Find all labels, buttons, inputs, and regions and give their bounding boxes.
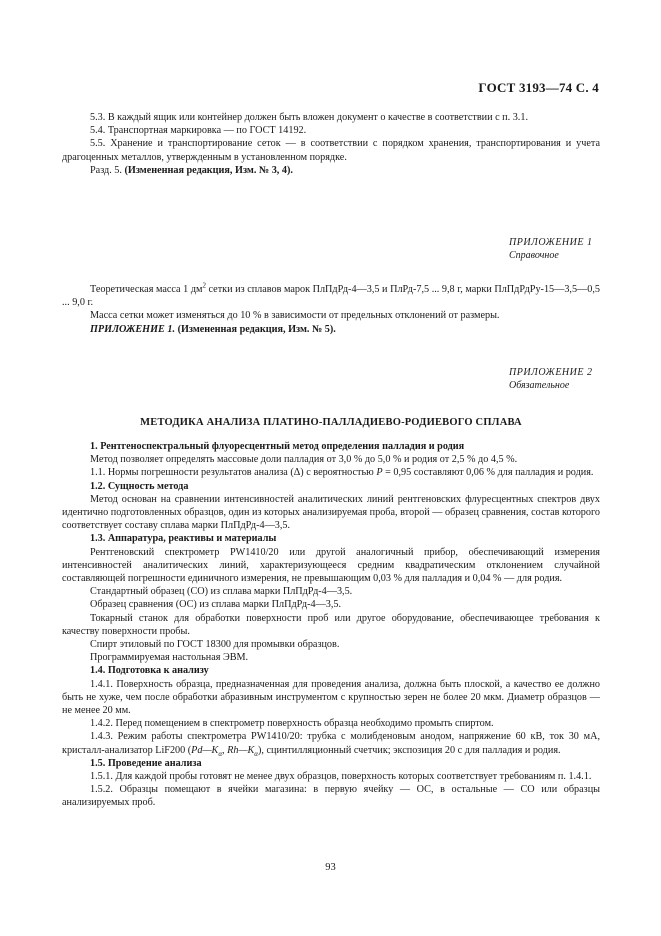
appendix-2-label: ПРИЛОЖЕНИЕ 2: [509, 367, 593, 378]
para-5-4: 5.4. Транспортная маркировка — по ГОСТ 14192.: [90, 125, 307, 137]
para-1-3-standard: Стандартный образец (СО) из сплава марки ПлПдРд-4—3,5.: [90, 586, 353, 598]
page-header: ГОСТ 3193—74 С. 4: [478, 80, 599, 95]
para-1-3-alcohol: Спирт этиловый по ГОСТ 18300 для промывки образцов.: [90, 639, 340, 651]
section-1-2-heading: 1.2. Сущность метода: [90, 480, 189, 492]
para-1-4-1: 1.4.1. Поверхность образца, предназначенная для проведения анализа, должна быть плоской, а качество ее должно быть не хуже, чем после обработки абразивным инструментом с крупностью зерен не более 20 мкм. Диаметр образцов — не менее 20 мм.: [62, 678, 600, 717]
para-1-3-computer: Программируемая настольная ЭВМ.: [90, 652, 249, 664]
para-1-3-spectrometer: Рентгеновский спектрометр PW1410/20 или другой аналогичный прибор, обеспечивающий измерения интенсивностей аналитических линий, характеризующееся средним квадратическим отклонением случайной составляющей погрешности единичного измерения, не превышающим 0,03 % для палладия и 0,04 % — для родия.: [62, 546, 600, 585]
para-1-4-3: 1.4.3. Режим работы спектрометра PW1410/20: трубка с молибденовым анодом, напряжение 60 кВ, ток 30 мА, кристалл-анализатор LiF200 ($Pd—K_\alpha$, $Rh—K_\alpha$), сцинтилляционный счетчик; экспозиция 20 с для палладия и родия.: [62, 731, 600, 758]
appendix-2-heading: [509, 367, 599, 392]
method-title: МЕТОДИКА АНАЛИЗА ПЛАТИНО-ПАЛЛАДИЕВО-РОДИЕВОГО СПЛАВА: [140, 417, 522, 428]
para-1-1: 1.1. Нормы погрешности результатов анализа (Δ) с вероятностью P = 0,95 составляют 0,06 % для палладия и родия.: [90, 467, 594, 479]
section-1-heading: 1. Рентгеноспектральный флуоресцентный метод определения палладия и родия: [90, 441, 465, 452]
para-5-5: 5.5. Хранение и транспортирование сеток — в соответствии с порядком хранения, транспортирования и учета драгоценных металлов, утвержденным в установленном порядке.: [62, 138, 600, 163]
mass-variation: Масса сетки может изменяться до 10 % в зависимости от предельных отклонений от размеры.: [90, 310, 500, 322]
appendix-1-heading: [509, 237, 599, 262]
appendix-1-type: Справочное: [509, 249, 559, 261]
appendix-1-label: ПРИЛОЖЕНИЕ 1: [509, 237, 593, 248]
para-5-3: 5.3. В каждый ящик или контейнер должен быть вложен документ о качестве в соответствии с п. 3.1.: [90, 112, 528, 123]
appendix-2-type: Обязательное: [509, 379, 570, 391]
page-number: 93: [325, 862, 336, 873]
section-1-3-heading: 1.3. Аппаратура, реактивы и материалы: [90, 533, 277, 545]
section-5-amendment: [62, 164, 600, 177]
amend-prefix: Разд. 5.: [90, 164, 122, 176]
amend-text: (Измененная редакция, Изм. № 3, 4).: [124, 164, 293, 176]
appendix-2-body: [62, 440, 600, 810]
appendix-1-body: [62, 283, 600, 336]
section-1-5-heading: 1.5. Проведение анализа: [90, 757, 202, 769]
section-5-block: [62, 111, 600, 177]
appendix-1-amendment: ПРИЛОЖЕНИЕ 1. (Измененная редакция, Изм. № 5).: [90, 323, 336, 335]
para-1-5-2: 1.5.2. Образцы помещают в ячейки магазина: в первую ячейку — ОС, в остальные — СО или образцы анализируемых проб.: [62, 784, 600, 809]
method-scope: Метод позволяет определять массовые доли палладия от 3,0 % до 5,0 % и родия от 2,5 % до 4,5 %.: [90, 454, 518, 466]
theoretical-mass: Теоретическая масса 1 $дм^2$ сетки из сплавов марок ПлПдРд-4—3,5 и ПлРд-7,5 ... 9,8 г, марки ПлПдРдРу-15—3,5—0,5 ... 9,0 г.: [62, 281, 600, 309]
para-1-3-lathe: Токарный станок для обработки поверхности проб или другое оборудование, обеспечивающее требования к качеству поверхности пробы.: [62, 612, 600, 637]
section-1-4-heading: 1.4. Подготовка к анализу: [90, 665, 209, 677]
para-1-3-reference: Образец сравнения (ОС) из сплава марки ПлПдРд-4—3,5.: [90, 599, 342, 611]
para-1-4-2: 1.4.2. Перед помещением в спектрометр поверхность образца необходимо промыть спиртом.: [90, 718, 494, 730]
para-1-2: Метод основан на сравнении интенсивностей аналитических линий рентгеновских флуресцентных спектров двух идентично подготовленных образцов, один из которых анализируемая проба, второй — образец сравнения, состав которого соответствует составу сплава марки ПлПдРд-4—3,5.: [62, 493, 600, 532]
para-1-5-1: 1.5.1. Для каждой пробы готовят не менее двух образцов, поверхность которых соответствует требованиям п. 1.4.1.: [90, 771, 592, 783]
